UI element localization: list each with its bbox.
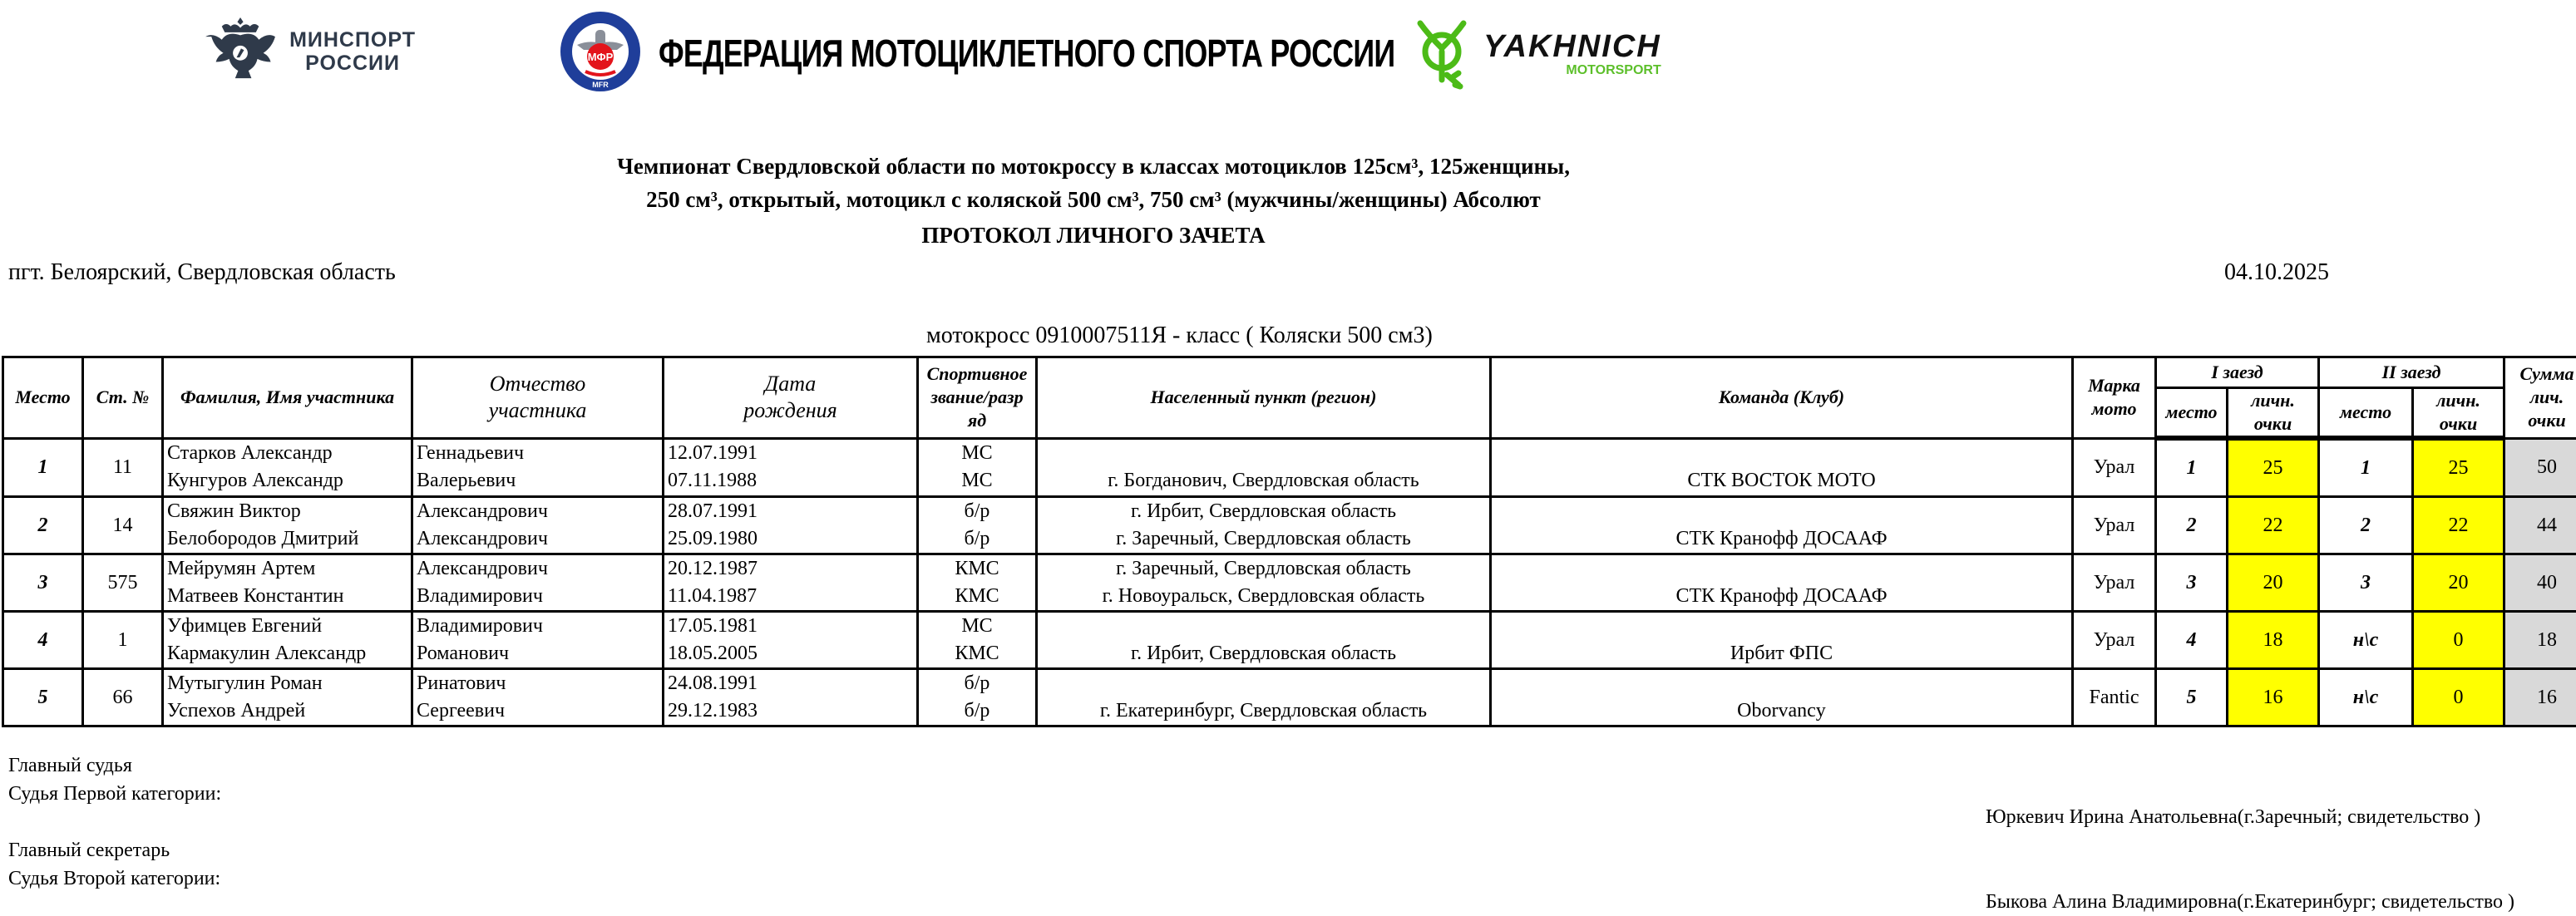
crew-driver-name: Мутыгулин Роман [167, 672, 323, 694]
dob-header-line2: рождения [743, 398, 837, 423]
place-cell: 3 [3, 554, 83, 612]
race2-points-line1: личн. [2436, 390, 2480, 411]
race1-points-cell: 25 [2228, 438, 2319, 497]
driver-patronymic: Ринатович [417, 672, 506, 694]
race-class-caption: мотокросс 0910007511Я - класс ( Коляски 500 см3) [926, 323, 1433, 348]
race2-place-cell: н\с [2319, 612, 2413, 669]
names-cell [163, 438, 412, 497]
col-start-no-header: Ст. № [83, 357, 163, 439]
driver-city: г. Ирбит, Свердловская область [1130, 500, 1397, 522]
city-cell [1037, 497, 1491, 554]
driver-city [1038, 613, 1489, 640]
passenger-dob: 25.09.1980 [668, 528, 758, 549]
patronymics-cell [412, 438, 664, 497]
race2-points-cell: 22 [2413, 497, 2504, 554]
start-number-cell: 66 [83, 669, 163, 726]
results-table [2, 356, 2576, 727]
race1-place-cell: 5 [2156, 669, 2228, 726]
rank-header-line3: яд [967, 410, 987, 431]
race1-place-header: место [2156, 388, 2228, 439]
passenger-rank: КМС [955, 585, 999, 607]
race2-points-cell: 25 [2413, 438, 2504, 497]
race2-points-cell: 0 [2413, 669, 2504, 726]
start-number-cell: 575 [83, 554, 163, 612]
total-points-cell: 40 [2504, 554, 2576, 612]
rank-header-line1: Спортивное [926, 363, 1028, 385]
race1-points-cell: 20 [2228, 554, 2319, 612]
federation-name: ФЕДЕРАЦИЯ МОТОЦИКЛЕТНОГО СПОРТА РОССИИ [659, 32, 1395, 75]
passenger-city: г. Новоуральск, Свердловская область [1102, 585, 1425, 607]
moto-cell: Урал [2073, 438, 2156, 497]
col-dob-header [664, 357, 918, 439]
driver-rank: б/р [964, 500, 990, 522]
total-header-line1: Сумма [2519, 363, 2574, 385]
dob-cell [664, 438, 918, 497]
col-place-header: Место [3, 357, 83, 439]
svg-text:МФР: МФР [587, 51, 614, 63]
total-points-cell: 16 [2504, 669, 2576, 726]
minsport-line1: МИНСПОРТ [289, 28, 416, 52]
city-cell [1037, 669, 1491, 726]
rank-cell [918, 554, 1037, 612]
driver-dob: 17.05.1981 [668, 615, 758, 637]
race1-points-cell: 18 [2228, 612, 2319, 669]
race1-points-cell: 16 [2228, 669, 2319, 726]
col-total-header [2504, 357, 2576, 439]
total-points-cell: 50 [2504, 438, 2576, 497]
event-location: пгт. Белоярский, Свердловская область [8, 259, 396, 285]
judges-block [8, 751, 221, 893]
chief-secretary-name: Быкова Алина Владимировна(г.Екатеринбург; свидетельство ) [1986, 891, 2515, 913]
team-cell [1491, 438, 2073, 497]
passenger-rank: МС [961, 470, 993, 492]
crew-driver-name: Свяжин Виктор [167, 500, 301, 522]
passenger-rank: б/р [964, 700, 990, 721]
race2-place-cell: 1 [2319, 438, 2413, 497]
chief-judge-category: Судья Первой категории: [8, 783, 222, 805]
dob-header-line1: Дата [764, 372, 817, 396]
race1-place-cell: 1 [2156, 438, 2228, 497]
race2-points-line2: очки [2439, 413, 2478, 434]
driver-city [1038, 670, 1489, 697]
col-patronymic-header [412, 357, 664, 439]
team-cell [1491, 497, 2073, 554]
start-number-cell: 11 [83, 438, 163, 497]
driver-rank: МС [961, 442, 993, 465]
passenger-patronymic: Валерьевич [417, 470, 516, 492]
patronymics-cell [412, 554, 664, 612]
sponsor-subtitle: MOTORSPORT [1566, 63, 1661, 77]
col-rank-header [918, 357, 1037, 439]
minsport-line2: РОССИИ [305, 52, 400, 75]
passenger-rank: КМС [955, 643, 999, 664]
title-line-2: 250 см³, открытый, мотоцикл с коляской 500 см³, 750 см³ (мужчины/женщины) Абсолют [646, 187, 1541, 212]
names-cell [163, 497, 412, 554]
team-cell [1491, 554, 2073, 612]
driver-patronymic: Александрович [417, 500, 548, 522]
col-team-header: Команда (Клуб) [1491, 357, 2073, 439]
rank-cell [918, 669, 1037, 726]
patronymics-cell [412, 612, 664, 669]
team-cell [1491, 612, 2073, 669]
driver-city [1038, 440, 1489, 467]
dob-cell [664, 554, 918, 612]
dob-cell [664, 669, 918, 726]
col-race1-header: I заезд [2156, 357, 2319, 388]
protocol-title: ПРОТОКОЛ ЛИЧНОГО ЗАЧЕТА [921, 223, 1266, 248]
crew-passenger-name: Успехов Андрей [167, 700, 306, 721]
title-line-1: Чемпионат Свердловской области по мотокроссу в классах мотоциклов 125см³, 125женщины, [617, 154, 1570, 179]
total-header-line2: лич. [2529, 387, 2564, 408]
table-row [3, 497, 2576, 554]
passenger-city: г. Заречный, Свердловская область [1116, 528, 1411, 549]
driver-dob: 20.12.1987 [668, 558, 758, 579]
passenger-city: г. Екатеринбург, Свердловская область [1099, 700, 1428, 721]
names-cell [163, 669, 412, 726]
yakhnich-emblem-icon [1414, 18, 1472, 90]
start-number-cell: 1 [83, 612, 163, 669]
championship-title [0, 150, 2187, 216]
dob-cell [664, 612, 918, 669]
moto-cell: Урал [2073, 497, 2156, 554]
moto-cell: Урал [2073, 612, 2156, 669]
rank-cell [918, 497, 1037, 554]
chief-secretary-category: Судья Второй категории: [8, 868, 221, 889]
race1-points-cell: 22 [2228, 497, 2319, 554]
passenger-patronymic: Владимирович [417, 585, 543, 607]
place-cell: 2 [3, 497, 83, 554]
city-cell [1037, 612, 1491, 669]
chief-secretary-label: Главный секретарь [8, 840, 170, 861]
race2-place-cell: 3 [2319, 554, 2413, 612]
driver-rank: КМС [955, 558, 999, 579]
table-row [3, 554, 2576, 612]
col-moto-header [2073, 357, 2156, 439]
driver-patronymic: Геннадьевич [417, 442, 525, 465]
moto-header-line2: мото [2091, 398, 2137, 420]
race1-points-line1: личн. [2251, 390, 2295, 411]
passenger-dob: 29.12.1983 [668, 700, 758, 721]
place-cell: 4 [3, 612, 83, 669]
patronymics-cell [412, 497, 664, 554]
crew-passenger-name: Кармакулин Александр [167, 643, 367, 664]
passenger-city: г. Ирбит, Свердловская область [1130, 643, 1397, 664]
dob-cell [664, 497, 918, 554]
driver-city: г. Заречный, Свердловская область [1116, 558, 1411, 579]
driver-patronymic: Александрович [417, 558, 548, 579]
rank-cell [918, 612, 1037, 669]
event-date: 04.10.2025 [2224, 259, 2329, 285]
minsport-logo [200, 10, 416, 93]
team-name: СТК ВОСТОК МОТО [1687, 470, 1876, 492]
yakhnich-logo [1414, 18, 1696, 90]
double-headed-eagle-icon [200, 10, 281, 93]
patronymic-header-line2: участника [488, 398, 587, 423]
patronymic-header-line1: Отчество [489, 372, 586, 396]
race1-place-cell: 3 [2156, 554, 2228, 612]
moto-cell: Fantic [2073, 669, 2156, 726]
names-cell [163, 554, 412, 612]
rank-cell [918, 438, 1037, 497]
driver-dob: 24.08.1991 [668, 672, 758, 694]
moto-cell: Урал [2073, 554, 2156, 612]
svg-text:MFR: MFR [592, 81, 609, 89]
start-number-cell: 14 [83, 497, 163, 554]
rank-header-line2: звание/разр [930, 387, 1024, 408]
patronymics-cell [412, 669, 664, 726]
sponsor-name: YAKHNICH [1483, 29, 1661, 64]
crew-passenger-name: Кунгуров Александр [167, 470, 343, 492]
col-name-header: Фамилия, Имя участника [163, 357, 412, 439]
city-cell [1037, 438, 1491, 497]
passenger-patronymic: Романович [417, 643, 510, 664]
team-name: Oborvancy [1737, 700, 1826, 721]
race2-points-cell: 0 [2413, 612, 2504, 669]
passenger-patronymic: Александрович [417, 528, 548, 549]
chief-judge-label: Главный судья [8, 755, 132, 776]
passenger-city: г. Богданович, Свердловская область [1108, 470, 1419, 492]
race2-place-header: место [2319, 388, 2413, 439]
total-points-cell: 44 [2504, 497, 2576, 554]
table-row [3, 669, 2576, 726]
race1-points-line2: очки [2253, 413, 2292, 434]
mfr-emblem-icon [559, 10, 642, 93]
col-race2-header: II заезд [2319, 357, 2504, 388]
race2-place-cell: 2 [2319, 497, 2413, 554]
team-name: Ирбит ФПС [1730, 643, 1833, 664]
driver-patronymic: Владимирович [417, 615, 543, 637]
place-cell: 1 [3, 438, 83, 497]
chief-judge-name: Юркевич Ирина Анатольевна(г.Заречный; свидетельство ) [1986, 806, 2481, 828]
crew-passenger-name: Матвеев Константин [167, 585, 344, 607]
team-name: СТК Кранофф ДОСААФ [1675, 585, 1888, 607]
passenger-patronymic: Сергеевич [417, 700, 506, 721]
race1-place-cell: 4 [2156, 612, 2228, 669]
table-header-row [3, 357, 2576, 388]
passenger-dob: 18.05.2005 [668, 643, 758, 664]
crew-passenger-name: Белобородов Дмитрий [167, 528, 359, 549]
team-name: СТК Кранофф ДОСААФ [1675, 528, 1888, 549]
driver-dob: 12.07.1991 [668, 442, 758, 465]
crew-driver-name: Старков Александр [167, 442, 333, 465]
driver-dob: 28.07.1991 [668, 500, 758, 522]
team-cell [1491, 669, 2073, 726]
passenger-dob: 11.04.1987 [668, 585, 758, 607]
crew-driver-name: Мейрумян Артем [167, 558, 316, 579]
crew-driver-name: Уфимцев Евгений [167, 615, 323, 637]
passenger-rank: б/р [964, 528, 990, 549]
table-row [3, 612, 2576, 669]
city-cell [1037, 554, 1491, 612]
driver-rank: МС [961, 615, 993, 637]
col-city-header: Населенный пункт (регион) [1037, 357, 1491, 439]
driver-rank: б/р [964, 672, 990, 694]
passenger-dob: 07.11.1988 [668, 470, 758, 492]
race2-place-cell: н\с [2319, 669, 2413, 726]
race2-points-header [2413, 388, 2504, 439]
names-cell [163, 612, 412, 669]
place-cell: 5 [3, 669, 83, 726]
moto-header-line1: Марка [2088, 375, 2140, 396]
total-points-cell: 18 [2504, 612, 2576, 669]
race2-points-cell: 20 [2413, 554, 2504, 612]
race1-points-header [2228, 388, 2319, 439]
race1-place-cell: 2 [2156, 497, 2228, 554]
total-header-line3: очки [2528, 410, 2566, 431]
table-row [3, 438, 2576, 497]
